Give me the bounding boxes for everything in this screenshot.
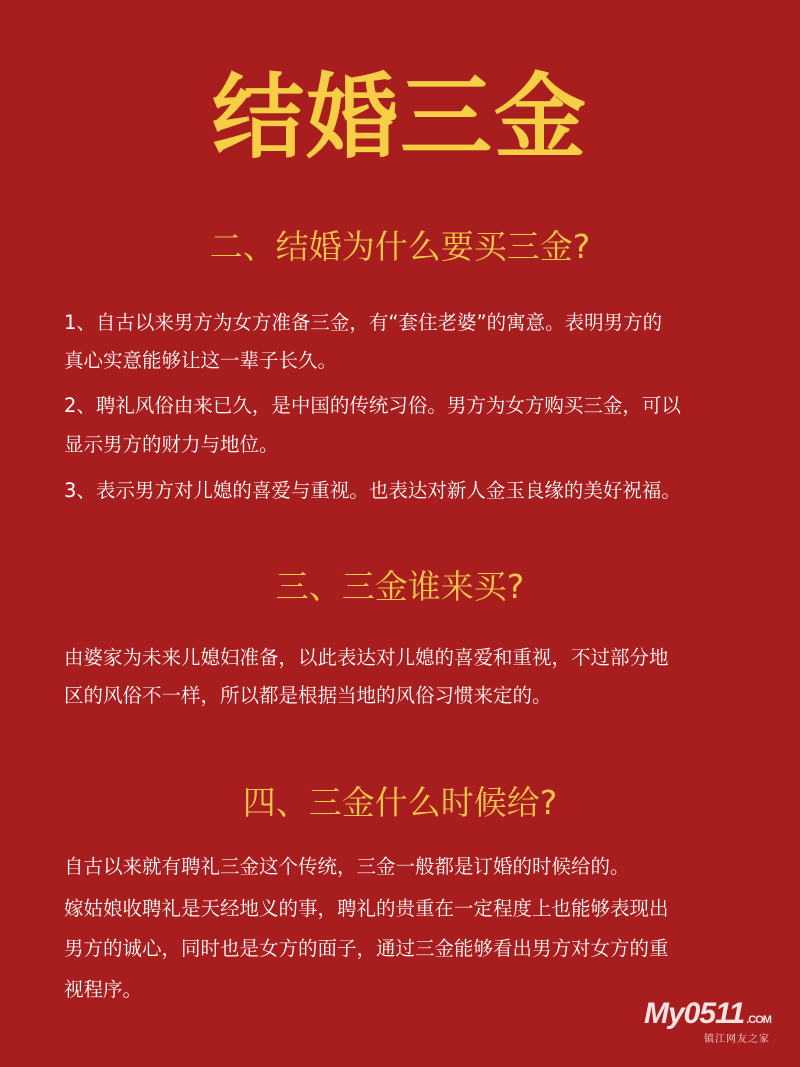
- section-why-line-5: 3、表示男方对儿媳的喜爱与重视。也表达对新人金玉良缘的美好祝福。: [64, 479, 681, 502]
- section-why-line-3: 2、聘礼风俗由来已久，是中国的传统习俗。男方为女方购买三金，可以: [64, 394, 681, 417]
- section-heading-when: 四、三金什么时候给?: [242, 783, 558, 822]
- section-when-line-4: 视程序。: [64, 978, 143, 1001]
- section-when-line-3: 男方的诚心，同时也是女方的面子，通过三金能够看出男方对女方的重: [64, 937, 669, 960]
- watermark-logo-text: My0511: [644, 997, 745, 1030]
- section-when-line-2: 嫁姑娘收聘礼是天经地义的事，聘礼的贵重在一定程度上也能够表现出: [64, 897, 669, 920]
- section-when-line-1: 自古以来就有聘礼三金这个传统，三金一般都是订婚的时候给的。: [64, 855, 630, 878]
- section-who-line-2: 区的风俗不一样，所以都是根据当地的风俗习惯来定的。: [64, 684, 552, 707]
- page-title: 结婚三金: [211, 64, 588, 171]
- watermark-domain: .COM: [746, 1014, 771, 1026]
- site-watermark: [644, 999, 774, 1051]
- section-why-line-2: 真心实意能够让这一辈子长久。: [64, 349, 338, 372]
- watermark-subtitle: 镇江网友之家: [704, 1034, 770, 1045]
- watermark-logo: [644, 999, 774, 1029]
- section-why-line-4: 显示男方的财力与地位。: [64, 433, 279, 456]
- section-why-line-1: 1、自古以来男方为女方准备三金，有“套住老婆”的寓意。表明男方的: [64, 311, 663, 334]
- section-who-line-1: 由婆家为未来儿媳妇准备，以此表达对儿媳的喜爱和重视，不过部分地: [64, 646, 669, 669]
- section-heading-why: 二、结婚为什么要买三金?: [209, 227, 591, 266]
- section-heading-who: 三、三金谁来买?: [275, 567, 525, 606]
